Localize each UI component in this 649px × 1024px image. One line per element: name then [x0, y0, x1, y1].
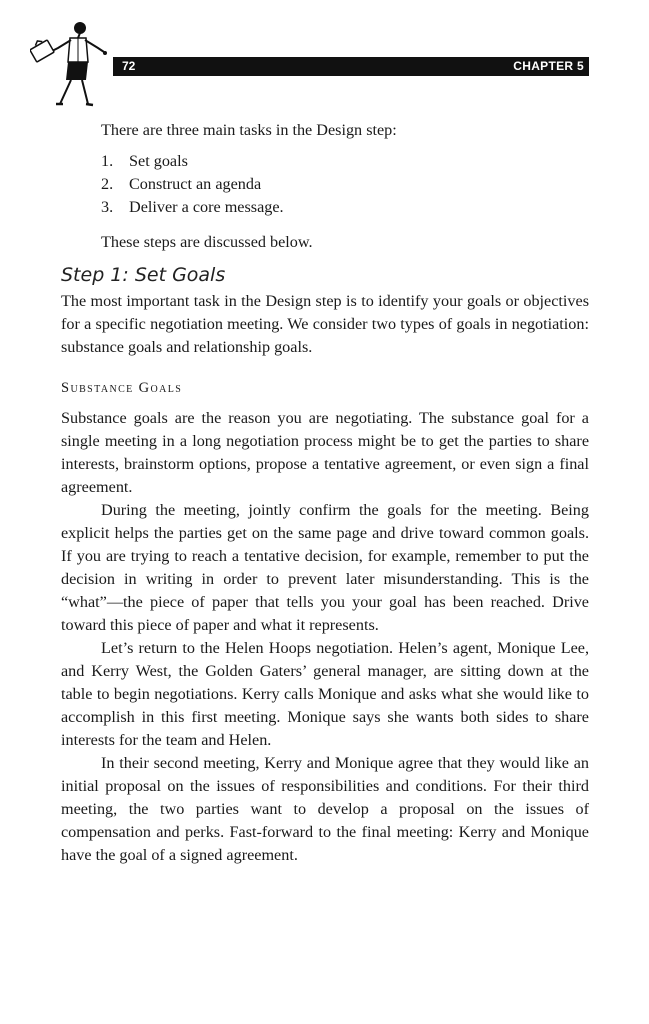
section-paragraph: The most important task in the Design step is to identify your goals or objectives for a specific negotiation meeting. We consider two types of goals in negotiation: substance goals and relationship goals.: [61, 292, 589, 356]
list-item-number: 1.: [101, 152, 114, 170]
after-list-text: These steps are discussed below.: [101, 233, 313, 251]
businesswoman-illustration: [30, 18, 110, 110]
page-number: 72: [122, 59, 136, 73]
intro-text: There are three main tasks in the Design step:: [101, 121, 397, 139]
running-header-bar: [113, 57, 589, 76]
body-paragraph: Substance goals are the reason you are negotiating. The substance goal for a single meeting in a long negotiation process might be to get the parties to share interests, brainstorm options, propose a tentative agreement, or even sign a final agreement.: [61, 409, 589, 496]
chapter-label: CHAPTER 5: [513, 59, 584, 73]
tasks-list: [61, 150, 589, 219]
list-item-text: Set goals: [129, 152, 188, 170]
list-item: [101, 196, 589, 219]
body-paragraph: During the meeting, jointly confirm the goals for the meeting. Being explicit helps the parties get on the same page and drive toward common goals. If you are trying to reach a tentative decision, for example, remember to put the decision in writing in order to prevent later misunderstanding. This is the “what”—the piece of paper that tells you your goal has been reached. Drive toward this piece of paper and what it represents.: [61, 501, 589, 634]
list-item-number: 3.: [101, 198, 114, 216]
subsection-heading: Substance Goals: [61, 380, 183, 396]
section-heading: Step 1: Set Goals: [61, 264, 226, 286]
page-body: [61, 119, 589, 867]
list-item-text: Construct an agenda: [129, 175, 262, 193]
list-item: [101, 173, 589, 196]
body-paragraph: Let’s return to the Helen Hoops negotiation. Helen’s agent, Monique Lee, and Kerry West, the Golden Gaters’ general manager, are sitting down at the table to begin negotiations. Kerry calls Monique and asks what she would like to accomplish in this first meeting. Monique says she wants both sides to share interests for the team and Helen.: [61, 639, 589, 749]
list-item-number: 2.: [101, 175, 114, 193]
list-item: [101, 150, 589, 173]
body-paragraph: In their second meeting, Kerry and Monique agree that they would like an initial proposal on the issues of responsibilities and conditions. For their third meeting, the two parties want to develop a proposal on the issues of compensation and perks. Fast-forward to the final meeting: Kerry and Monique have the goal of a signed agreement.: [61, 754, 589, 864]
list-item-text: Deliver a core message.: [129, 198, 284, 216]
